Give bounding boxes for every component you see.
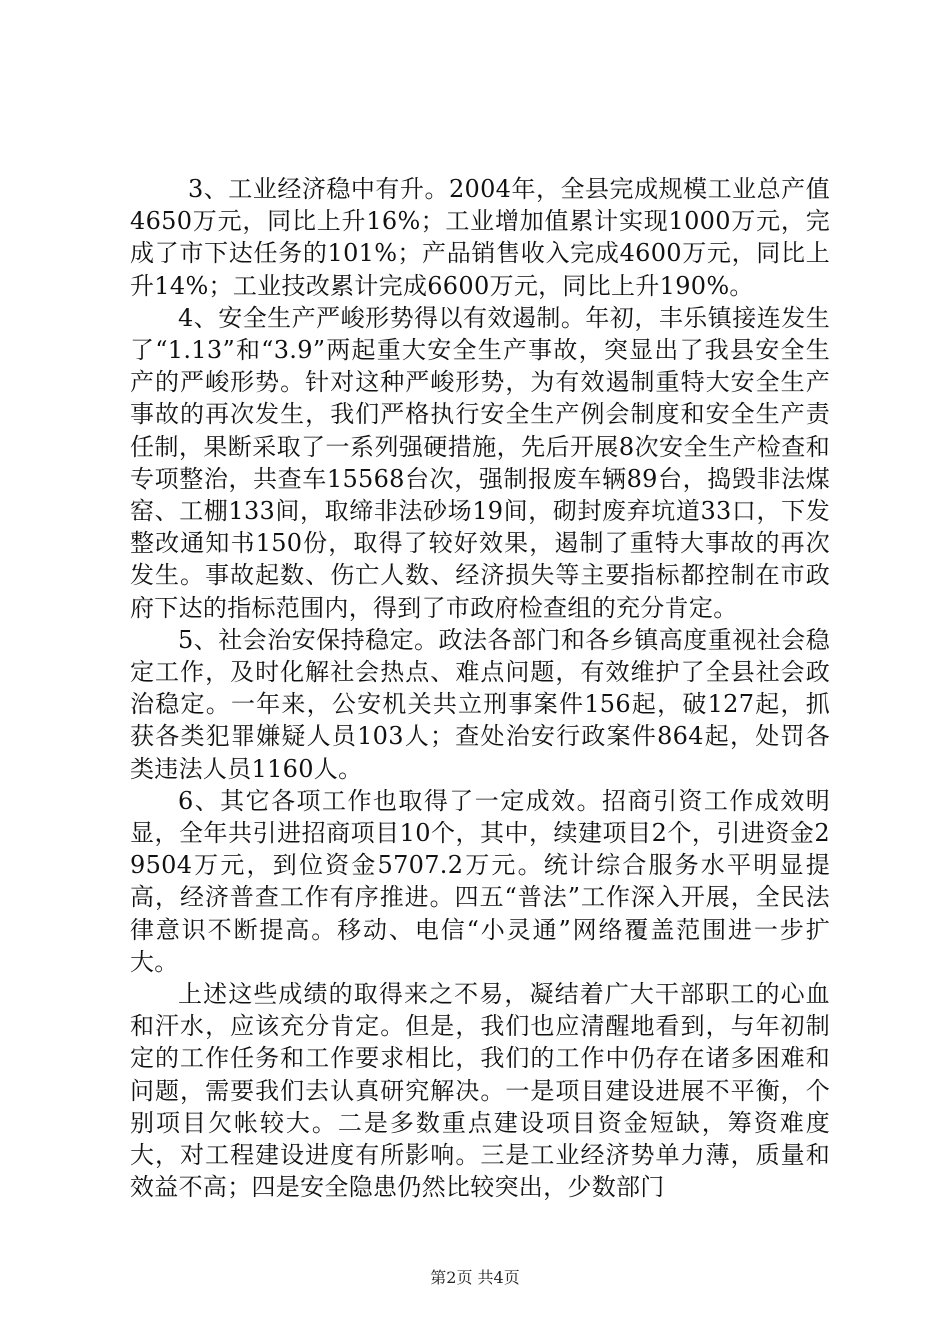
paragraph-public-security: 5、社会治安保持稳定。政法各部门和各乡镇高度重视社会稳定工作，及时化解社会热点、难点问题，有效维护了全县社会政治稳定。一年来，公安机关共立刑事案件156起，破127起，抓获各类犯罪嫌疑人员103人；查处治安行政案件864起，处罚各类违法人员1160人。: [130, 625, 830, 783]
paragraph-other-work: 6、其它各项工作也取得了一定成效。招商引资工作成效明显，全年共引进招商项目10个，其中，续建项目2个，引进资金29504万元，到位资金5707.2万元。统计综合服务水平明显提高，经济普查工作有序推进。四五“普法”工作深入开展，全民法律意识不断提高。移动、电信“小灵通”网络覆盖范围进一步扩大。: [130, 786, 830, 976]
document-body: [130, 173, 830, 1204]
paragraph-safety-production: 4、安全生产严峻形势得以有效遏制。年初，丰乐镇接连发生了“1.13”和“3.9”两起重大安全生产事故，突显出了我县安全生产的严峻形势。针对这种严峻形势，为有效遏制重特大安全生产事故的再次发生，我们严格执行安全生产例会制度和安全生产责任制，果断采取了一系列强硬措施，先后开展8次安全生产检查和专项整治，共查车15568台次，强制报废车辆89台，捣毁非法煤窑、工棚133间，取缔非法砂场19间，砌封废弃坑道33口，下发整改通知书150份，取得了较好效果，遏制了重特大事故的再次发生。事故起数、伤亡人数、经济损失等主要指标都控制在市政府下达的指标范围内，得到了市政府检查组的充分肯定。: [130, 303, 830, 622]
paragraph-industrial-economy: 3、工业经济稳中有升。2004年，全县完成规模工业总产值4650万元，同比上升16%；工业增加值累计实现1000万元，完成了市下达任务的101%；产品销售收入完成4600万元，同比上升14%；工业技改累计完成6600万元，同比上升190%。: [130, 175, 830, 300]
page-number-footer: 第2页 共4页: [430, 1268, 520, 1287]
paragraph-summary-problems: 上述这些成绩的取得来之不易，凝结着广大干部职工的心血和汗水，应该充分肯定。但是，我们也应清醒地看到，与年初制定的工作任务和工作要求相比，我们的工作中仍存在诸多困难和问题，需要我们去认真研究解决。一是项目建设进展不平衡，个别项目欠帐较大。二是多数重点建设项目资金短缺，筹资难度大，对工程建设进度有所影响。三是工业经济势单力薄，质量和效益不高；四是安全隐患仍然比较突出，少数部门: [130, 980, 830, 1202]
